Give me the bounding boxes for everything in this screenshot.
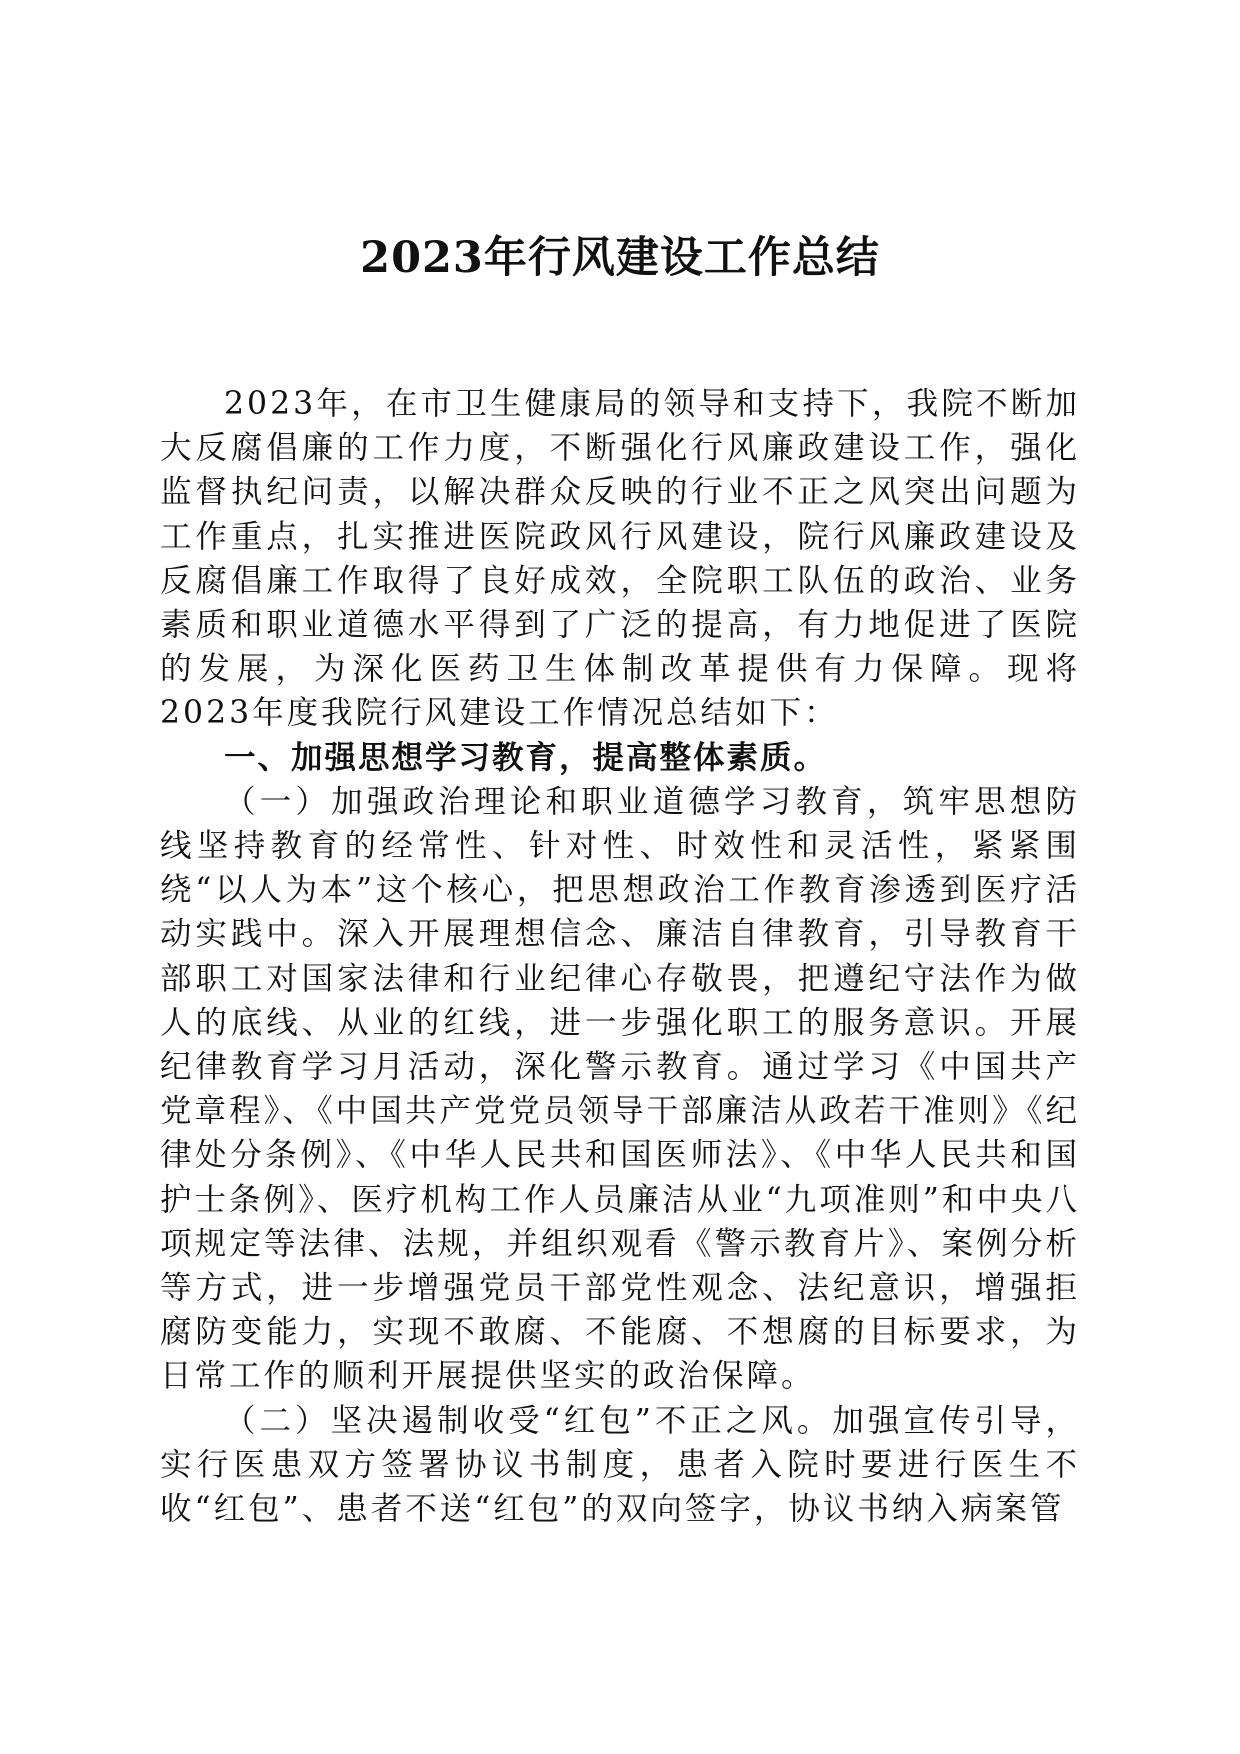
subsection-paragraph-2: （二）坚决遏制收受“红包”不正之风。加强宣传引导，实行医患双方签署协议书制度，患者入院时要进行医生不收“红包”、患者不送“红包”的双向签字，协议书纳入病案管 (160, 1402, 1080, 1528)
document-body (160, 382, 1080, 1531)
section-heading-1: 一、加强思想学习教育，提高整体素质。 (224, 738, 828, 776)
document-title: 2023年行风建设工作总结 (360, 233, 880, 283)
intro-paragraph: 2023年，在市卫生健康局的领导和支持下，我院不断加大反腐倡廉的工作力度，不断强化行风廉政建设工作，强化监督执纪问责，以解决群众反映的行业不正之风突出问题为工作重点，扎实推进医院政风行风建设，院行风廉政建设及反腐倡廉工作取得了良好成效，全院职工队伍的政治、业务素质和职业道德水平得到了广泛的提高，有力地促进了医院的发展，为深化医药卫生体制改革提供有力保障。现将2023年度我院行风建设工作情况总结如下： (160, 386, 1080, 732)
subsection-paragraph-1: （一）加强政治理论和职业道德学习教育，筑牢思想防线坚持教育的经常性、针对性、时效性和灵活性，紧紧围绕“以人为本”这个核心，把思想政治工作教育渗透到医疗活动实践中。深入开展理想信念、廉洁自律教育，引导教育干部职工对国家法律和行业纪律心存敬畏，把遵纪守法作为做人的底线、从业的红线，进一步强化职工的服务意识。开展纪律教育学习月活动，深化警示教育。通过学习《中国共产党章程》、《中国共产党党员领导干部廉洁从政若干准则》《纪律处分条例》、《中华人民共和国医师法》、《中华人民共和国护士条例》、医疗机构工作人员廉洁从业“九项准则”和中央八项规定等法律、法规，并组织观看《警示教育片》、案例分析等方式，进一步增强党员干部党性观念、法纪意识，增强拒腐防变能力，实现不敢腐、不能腐、不想腐的目标要求，为日常工作的顺利开展提供坚实的政治保障。 (160, 783, 1080, 1395)
